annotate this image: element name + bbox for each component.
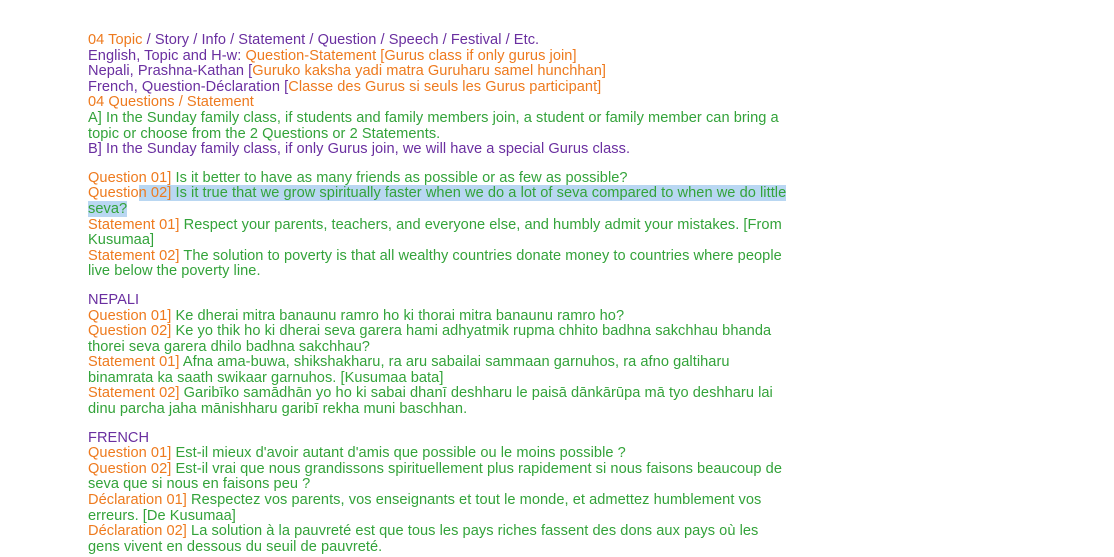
statement-label: Statement 02] (88, 385, 180, 402)
english-topic-label: English, Topic and H-w: (88, 47, 246, 64)
intro-b-line: B] In the Sunday family class, if only Gurus join, we will have a special Gurus class. (88, 141, 631, 158)
question-label: Question 02] (88, 460, 172, 477)
spacer (88, 280, 1048, 293)
nepali-topic-label: Nepali, Prashna-Kathan [ (88, 63, 253, 80)
french-declaration-02-cont: gens vivent en dessous du seuil de pauvreté. (88, 538, 383, 555)
nepali-question-02 (88, 324, 1048, 340)
question-label: Question 02] (88, 323, 172, 340)
declaration-label: Déclaration 02] (88, 523, 187, 540)
statement-text: Afna ama-buwa, shikshakharu, ra aru sabailai sammaan garnuhos, ra afno galtiharu (179, 354, 730, 371)
question-text: Est-il mieux d'avoir autant d'amis que possible ou le moins possible ? (171, 445, 626, 462)
intro-a-line-1: A] In the Sunday family class, if students and family members join, a student or family member can bring a (88, 109, 779, 126)
declaration-text: Respectez vos parents, vos enseignants et tout le monde, et admettez humblement vos (186, 492, 762, 509)
english-statement-01-cont: Kusumaa] (88, 232, 155, 249)
question-label: Question 01] (88, 169, 172, 186)
french-heading: FRENCH (88, 429, 150, 446)
english-statement-02-cont: live below the poverty line. (88, 263, 261, 280)
english-topic-value: Question-Statement [Gurus class if only gurus join] (245, 47, 577, 64)
english-question-02-cont[interactable] (88, 202, 1048, 218)
nepali-heading: NEPALI (88, 291, 140, 308)
english-question-01 (88, 171, 1048, 187)
statement-label: Statement 01] (88, 354, 180, 371)
nepali-question-01 (88, 309, 1048, 325)
question-label: Question 01] (88, 307, 172, 324)
french-declaration-01 (88, 493, 1048, 509)
topic-categories: / Story / Info / Statement / Question / Speech / Festival / Etc. (142, 32, 540, 48)
english-statement-02 (88, 249, 1048, 265)
question-text-selected: Is it true that we grow spiritually faster when we do a lot of seva compared to when we do little (171, 185, 787, 202)
english-topic-line (88, 49, 1048, 65)
question-text: Ke yo thik ho ki dherai seva garera hami adhyatmik rupma chhito badhna sakchhau bhanda (171, 323, 772, 340)
question-text: Ke dherai mitra banaunu ramro ho ki thorai mitra banaunu ramro ho? (171, 307, 625, 324)
questions-heading: 04 Questions / Statement (88, 94, 254, 111)
declaration-text: La solution à la pauvreté est que tous les pays riches fassent des dons aux pays où les (186, 523, 759, 540)
spacer (88, 418, 1048, 431)
french-question-02 (88, 462, 1048, 478)
question-text-selected-cont: seva? (88, 200, 128, 217)
french-question-01 (88, 446, 1048, 462)
document-body (88, 33, 1048, 555)
question-text: Est-il vrai que nous grandissons spirituellement plus rapidement si nous faisons beaucoup de (171, 460, 782, 477)
intro-a-line-2: topic or choose from the 2 Questions or 2 Statements. (88, 125, 441, 142)
nepali-topic-value: Guruko kaksha yadi matra Guruharu samel hunchhan] (252, 63, 606, 80)
nepali-statement-02 (88, 386, 1048, 402)
topic-label: 04 Topic (88, 32, 143, 48)
question-label-unselected: Questio (88, 185, 139, 202)
statement-label: Statement 02] (88, 247, 180, 264)
english-question-02[interactable] (88, 186, 1048, 202)
nepali-statement-01-cont: binamrata ka saath swikaar garnuhos. [Kusumaa bata] (88, 369, 444, 386)
question-text: Is it better to have as many friends as possible or as few as possible? (171, 169, 628, 186)
statement-label: Statement 01] (88, 216, 180, 233)
topic-line (88, 33, 1048, 49)
statement-text: Garibīko samādhān yo ho ki sabai dhanī deshharu le paisā dānkārūpa mā tyo deshharu lai (179, 385, 773, 402)
nepali-question-02-cont: thorei seva garera dhilo badhna sakchhau? (88, 338, 370, 355)
english-statement-01 (88, 218, 1048, 234)
statement-text: Respect your parents, teachers, and everyone else, and humbly admit your mistakes. [From (179, 216, 782, 233)
french-declaration-02 (88, 524, 1048, 540)
question-label-selected: n 02] (138, 185, 172, 202)
declaration-label: Déclaration 01] (88, 492, 187, 509)
french-topic-value: Classe des Gurus si seuls les Gurus participant] (288, 78, 602, 95)
french-question-02-cont: seva que si nous en faisons peu ? (88, 476, 311, 493)
statement-text: The solution to poverty is that all wealthy countries donate money to countries where people (179, 247, 782, 264)
question-label: Question 01] (88, 445, 172, 462)
nepali-topic-line (88, 64, 1048, 80)
french-topic-line (88, 80, 1048, 96)
nepali-statement-02-cont: dinu parcha jaha mānishharu garibī rekha muni baschhan. (88, 401, 468, 418)
french-declaration-01-cont: erreurs. [De Kusumaa] (88, 507, 236, 524)
french-topic-label: French, Question-Déclaration [ (88, 78, 289, 95)
nepali-statement-01 (88, 355, 1048, 371)
